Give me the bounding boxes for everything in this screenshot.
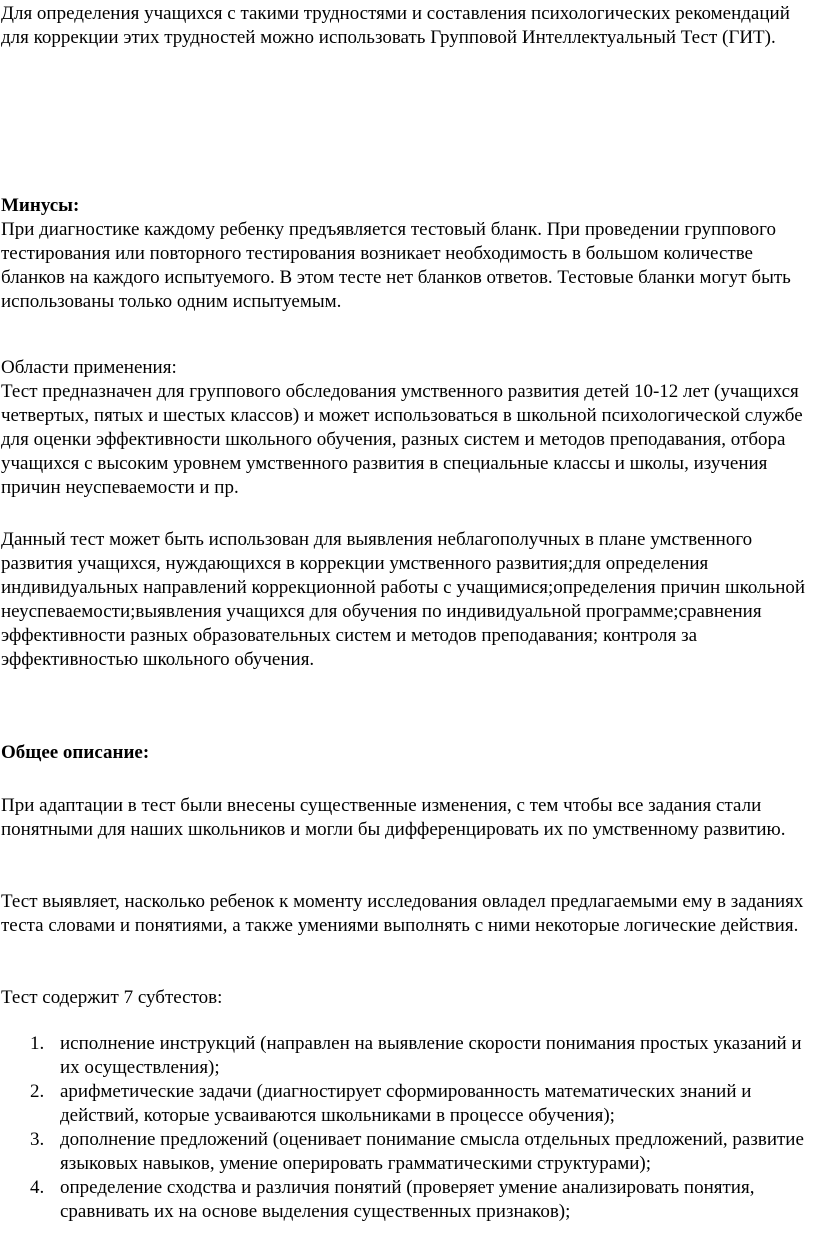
subtests-list <box>0 1032 812 1224</box>
subtests-intro: Тест содержит 7 субтестов: <box>1 987 223 1008</box>
application-heading: Области применения: <box>1 357 177 378</box>
application-paragraph: Тест предназначен для группового обследования умственного развития детей 10-12 лет (учащихся четвертых, пятых и шестых классов) и может использоваться в школьной психологической службе для оценки эффективности школьного обучения, разных систем и методов преподавания, отбора учащихся с высоким уровнем умственного развития в специальные классы и школы, изучения причин неуспеваемости и пр. <box>1 381 803 498</box>
minuses-heading: Минусы: <box>1 195 80 216</box>
list-item <box>0 1176 812 1224</box>
list-item-text: арифметические задачи (диагностирует сформированность математических знаний и действий, которые усваиваются школьниками в процессе обучения); <box>60 1081 752 1126</box>
list-item-number: 2. <box>30 1081 45 1102</box>
list-item-number: 4. <box>30 1177 45 1198</box>
description-paragraph-1: При адаптации в тест были внесены существенные изменения, с тем чтобы все задания стали понятными для наших школьников и могли бы дифференцировать их по умственному развитию. <box>1 795 786 840</box>
list-item-text: исполнение инструкций (направлен на выявление скорости понимания простых указаний и их осуществления); <box>60 1033 802 1078</box>
list-item <box>0 1128 812 1176</box>
application-paragraph-2: Данный тест может быть использован для выявления неблагополучных в плане умственного развития учащихся, нуждающихся в коррекции умственного развития;для определения индивидуальных направлений коррекционной работы с учащимися;определения причин школьной неуспеваемости;выявления учащихся для обучения по индивидуальной программе;сравнения эффективности разных образовательных систем и методов преподавания; контроля за эффективностью школьного обучения. <box>1 529 806 670</box>
list-item <box>0 1032 812 1080</box>
description-heading: Общее описание: <box>1 742 150 763</box>
minuses-paragraph: При диагностике каждому ребенку предъявляется тестовый бланк. При проведении группового тестирования или повторного тестирования возникает необходимость в большом количестве бланков на каждого испытуемого. В этом тесте нет бланков ответов. Тестовые бланки могут быть использованы только одним испытуемым. <box>1 219 791 312</box>
intro-paragraph: Для определения учащихся с такими трудностями и составления психологических рекомендаций для коррекции этих трудностей можно использовать Групповой Интеллектуальный Тест (ГИТ). <box>1 3 790 48</box>
description-paragraph-2: Тест выявляет, насколько ребенок к моменту исследования овладел предлагаемыми ему в заданиях теста словами и понятиями, а также умениями выполнять с ними некоторые логические действия. <box>1 891 804 936</box>
list-item-text: определение сходства и различия понятий (проверяет умение анализировать понятия, сравнивать их на основе выделения существенных признаков); <box>60 1177 755 1222</box>
list-item-number: 1. <box>30 1033 45 1054</box>
list-item-text: дополнение предложений (оценивает понимание смысла отдельных предложений, развитие языковых навыков, умение оперировать грамматическими структурами); <box>60 1129 804 1174</box>
list-item <box>0 1080 812 1128</box>
list-item-number: 3. <box>30 1129 45 1150</box>
